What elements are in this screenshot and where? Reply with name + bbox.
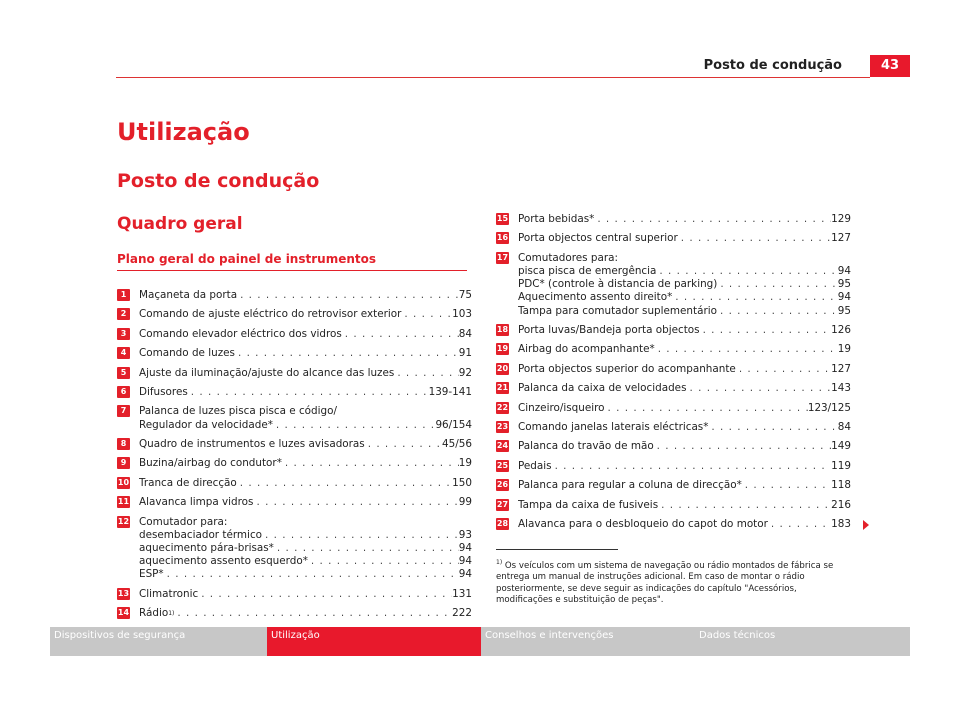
- item-label: Porta objectos central superior: [518, 232, 678, 245]
- chapter-heading: Utilização: [117, 118, 250, 146]
- item-label: Palanca de luzes pisca pisca e código/: [139, 405, 337, 418]
- item-line: [518, 479, 851, 492]
- item-number-badge: 18: [496, 324, 509, 334]
- page-reference: 222: [452, 607, 472, 620]
- list-item: [496, 363, 851, 376]
- page-reference: 103: [452, 308, 472, 321]
- page-reference: 143: [831, 382, 851, 395]
- item-line: [139, 457, 472, 470]
- item-number-badge: 10: [117, 477, 130, 487]
- page-reference: 94: [837, 291, 851, 304]
- item-line: [518, 278, 851, 291]
- item-number-badge: 25: [496, 460, 509, 470]
- page-reference: 93: [458, 528, 472, 541]
- item-number-badge: 6: [117, 386, 130, 398]
- item-number-badge: 14: [117, 608, 130, 618]
- item-number-badge: 23: [496, 421, 509, 431]
- dot-leader: [655, 343, 838, 356]
- item-label: Alavanca limpa vidros: [139, 496, 254, 509]
- dot-leader: [401, 308, 452, 321]
- page-reference: 126: [831, 323, 851, 336]
- item-line: [518, 499, 851, 512]
- item-label: Ajuste da iluminação/ajuste do alcance das luzes: [139, 366, 395, 379]
- list-item: [117, 405, 472, 431]
- item-label: ESP*: [139, 568, 164, 581]
- page-reference: 94: [837, 264, 851, 277]
- list-item: [117, 516, 472, 582]
- item-line: [139, 405, 472, 418]
- list-item: [496, 232, 851, 245]
- dot-leader: [174, 607, 452, 620]
- topic-heading-rule: [117, 270, 467, 271]
- dot-leader: [678, 232, 831, 245]
- item-label: Alavanca para o desbloqueio do capot do motor: [518, 517, 768, 530]
- list-item: [496, 324, 851, 337]
- dot-leader: [253, 496, 458, 509]
- page-reference: 149: [831, 440, 851, 453]
- item-number-badge: 24: [496, 441, 509, 451]
- item-line: [139, 496, 472, 509]
- item-label: Comutador para:: [139, 515, 228, 528]
- instrument-panel-list-right: [496, 213, 851, 537]
- item-label: Maçaneta da porta: [139, 289, 238, 301]
- item-label: pisca pisca de emergência: [518, 264, 657, 277]
- dot-leader: [658, 499, 831, 512]
- item-number-badge: 7: [117, 405, 130, 417]
- list-item: [117, 289, 472, 302]
- list-item: [496, 460, 851, 473]
- page-reference: 183: [831, 517, 851, 530]
- item-label: Regulador da velocidade*: [139, 418, 273, 431]
- page-reference: 96/154: [435, 418, 472, 431]
- page-reference: 91: [458, 347, 472, 360]
- list-item: [117, 496, 472, 509]
- item-label: Porta bebidas*: [518, 213, 595, 225]
- dot-leader: [237, 477, 452, 490]
- item-number-badge: 5: [117, 367, 130, 379]
- page-reference: 45/56: [442, 437, 472, 450]
- list-item: [496, 421, 851, 434]
- page-reference: 84: [458, 327, 472, 340]
- item-label: PDC* (controle à distancia de parking): [518, 278, 718, 291]
- page-reference: 95: [837, 304, 851, 317]
- item-line: [139, 438, 472, 451]
- dot-leader: [552, 460, 832, 473]
- item-number-badge: 20: [496, 363, 509, 373]
- item-line: [518, 421, 851, 434]
- page-reference: 150: [452, 476, 472, 489]
- item-label: Quadro de instrumentos e luzes avisadoras: [139, 437, 365, 450]
- dot-leader: [717, 278, 837, 291]
- list-item: [117, 477, 472, 490]
- item-label: Palanca do travão de mão: [518, 440, 654, 453]
- list-item: [496, 440, 851, 453]
- dot-leader: [164, 568, 459, 581]
- list-item: [117, 607, 472, 620]
- dot-leader: [708, 421, 837, 434]
- item-line: [139, 542, 472, 555]
- footnote-reference: 1): [168, 610, 175, 618]
- item-label: Tampa para comutador suplementário: [518, 304, 717, 317]
- item-number-badge: 16: [496, 233, 509, 243]
- dot-leader: [768, 518, 831, 531]
- item-label: Porta objectos superior do acompanhante: [518, 362, 736, 375]
- nav-tab-3[interactable]: Dados técnicos: [695, 627, 910, 656]
- item-number-badge: 13: [117, 588, 130, 598]
- chapter-navigation: [50, 627, 910, 656]
- item-line: [518, 305, 851, 318]
- nav-tab-1[interactable]: Utilização: [267, 627, 481, 656]
- list-item: [117, 386, 472, 399]
- list-item: [496, 382, 851, 395]
- item-label: Tranca de direcção: [139, 476, 237, 489]
- item-label: Rádio: [139, 607, 169, 620]
- item-label: Cinzeiro/isqueiro: [518, 401, 605, 414]
- dot-leader: [594, 213, 831, 226]
- dot-leader: [742, 479, 831, 492]
- dot-leader: [198, 588, 452, 601]
- list-item: [496, 518, 851, 531]
- item-line: [139, 386, 472, 399]
- item-line: [139, 607, 472, 620]
- running-header-title: Posto de condução: [703, 58, 842, 73]
- item-label: aquecimento pára-brisas*: [139, 541, 274, 554]
- item-line: [139, 289, 472, 302]
- item-line: [518, 343, 851, 356]
- dot-leader: [235, 347, 459, 360]
- dot-leader: [717, 305, 838, 318]
- footnote-marker: 1): [496, 559, 503, 566]
- item-line: [139, 588, 472, 601]
- item-number-badge: 9: [117, 457, 130, 469]
- page-reference: 139-141: [428, 385, 472, 398]
- page-reference: 95: [837, 278, 851, 291]
- list-item: [496, 252, 851, 318]
- item-label: Comando janelas laterais eléctricas*: [518, 420, 709, 433]
- nav-tab-0[interactable]: Dispositivos de segurança: [50, 627, 267, 656]
- page-reference: 127: [831, 362, 851, 375]
- item-number-badge: 28: [496, 518, 509, 528]
- dot-leader: [262, 529, 459, 542]
- item-line: [139, 308, 472, 321]
- instrument-panel-list-left: [117, 289, 472, 626]
- page-reference: 94: [458, 541, 472, 554]
- page-reference: 94: [458, 568, 472, 581]
- list-item: [117, 438, 472, 451]
- footnote-text: Os veículos com um sistema de navegação ou rádio montados de fábrica se entrega um manual de instruções adicional. Em caso de montar o rádio posteriormente, se deve seguir as indicações do capítulo "Acessórios, modificações e substituição de peças".: [496, 560, 834, 606]
- item-line: [518, 518, 851, 531]
- page-reference: 129: [831, 213, 851, 225]
- item-number-badge: 26: [496, 480, 509, 490]
- page-number: 43: [870, 55, 910, 77]
- item-label: Pedais: [518, 459, 552, 472]
- dot-leader: [237, 289, 459, 302]
- item-number-badge: 1: [117, 289, 130, 301]
- page-reference: 19: [837, 343, 851, 356]
- item-number-badge: 3: [117, 328, 130, 340]
- item-number-badge: 15: [496, 214, 509, 223]
- list-item: [496, 343, 851, 356]
- item-line: [518, 382, 851, 395]
- page-reference: 119: [831, 459, 851, 472]
- dot-leader: [672, 291, 837, 304]
- page-reference: 123/125: [807, 401, 851, 414]
- item-label: Comutadores para:: [518, 251, 618, 264]
- item-line: [139, 367, 472, 380]
- item-label: Climatronic: [139, 587, 199, 600]
- item-line: [139, 516, 472, 529]
- item-label: Tampa da caixa de fusiveis: [518, 498, 659, 511]
- item-number-badge: 22: [496, 402, 509, 412]
- header-rule: [116, 77, 870, 78]
- nav-tab-2[interactable]: Conselhos e intervenções: [481, 627, 695, 656]
- dot-leader: [656, 265, 837, 278]
- item-line: [139, 568, 472, 581]
- item-number-badge: 12: [117, 516, 130, 526]
- dot-leader: [736, 363, 831, 376]
- item-line: [518, 265, 851, 278]
- item-line: [139, 555, 472, 568]
- item-label: Airbag do acompanhante*: [518, 343, 655, 356]
- item-label: aquecimento assento esquerdo*: [139, 555, 308, 568]
- item-label: Buzina/airbag do condutor*: [139, 457, 282, 470]
- page-reference: 216: [831, 498, 851, 511]
- item-line: [518, 402, 851, 415]
- item-line: [518, 232, 851, 245]
- item-number-badge: 19: [496, 344, 509, 354]
- dot-leader: [394, 367, 458, 380]
- topic-heading: Plano geral do painel de instrumentos: [117, 252, 377, 266]
- item-line: [518, 440, 851, 453]
- dot-leader: [700, 324, 832, 337]
- page-reference: 92: [458, 366, 472, 379]
- page-reference: 118: [831, 479, 851, 492]
- section-heading: Posto de condução: [117, 170, 320, 192]
- item-label: Aquecimento assento direito*: [518, 291, 673, 304]
- item-label: Difusores: [139, 385, 188, 398]
- footnote-rule: [496, 549, 618, 550]
- item-line: [139, 328, 472, 341]
- item-line: [518, 213, 851, 226]
- item-number-badge: 8: [117, 438, 130, 450]
- item-label: Comando de ajuste eléctrico do retrovisor exterior: [139, 308, 402, 321]
- page-reference: 94: [458, 555, 472, 568]
- page-reference: 127: [831, 232, 851, 245]
- list-item: [117, 588, 472, 601]
- item-line: [518, 291, 851, 304]
- list-item: [496, 499, 851, 512]
- item-number-badge: 4: [117, 347, 130, 359]
- dot-leader: [308, 555, 459, 568]
- dot-leader: [282, 457, 459, 470]
- dot-leader: [686, 382, 831, 395]
- list-item: [117, 308, 472, 321]
- item-label: Palanca da caixa de velocidades: [518, 382, 687, 395]
- list-item: [496, 479, 851, 492]
- item-number-badge: 17: [496, 252, 509, 262]
- item-line: [139, 529, 472, 542]
- dot-leader: [365, 438, 442, 451]
- list-item: [117, 457, 472, 470]
- item-line: [518, 363, 851, 376]
- list-item: [117, 328, 472, 341]
- continue-arrow-icon: [863, 520, 869, 530]
- subsection-heading: Quadro geral: [117, 214, 243, 234]
- page-reference: 75: [458, 289, 472, 301]
- item-label: Palanca para regular a coluna de direcção*: [518, 479, 742, 492]
- page-reference: 99: [458, 496, 472, 509]
- item-label: desembaciador térmico: [139, 528, 263, 541]
- item-label: Porta luvas/Bandeja porta objectos: [518, 323, 700, 336]
- item-line: [518, 460, 851, 473]
- list-item: [117, 367, 472, 380]
- item-label: Comando de luzes: [139, 347, 235, 360]
- list-item: [496, 213, 851, 226]
- item-number-badge: 11: [117, 497, 130, 507]
- page-reference: 19: [458, 457, 472, 470]
- list-item: [117, 347, 472, 360]
- page-reference: 84: [837, 420, 851, 433]
- item-line: [139, 347, 472, 360]
- page-reference: 131: [452, 587, 472, 600]
- footnote: [496, 557, 841, 606]
- dot-leader: [274, 542, 459, 555]
- dot-leader: [273, 419, 436, 432]
- dot-leader: [605, 402, 808, 415]
- item-number-badge: 2: [117, 308, 130, 320]
- dot-leader: [654, 440, 831, 453]
- item-label: Comando elevador eléctrico dos vidros: [139, 327, 342, 340]
- item-number-badge: 27: [496, 499, 509, 509]
- item-line: [139, 477, 472, 490]
- list-item: [496, 402, 851, 415]
- dot-leader: [188, 386, 429, 399]
- item-line: [518, 252, 851, 265]
- item-number-badge: 21: [496, 383, 509, 393]
- item-line: [139, 419, 472, 432]
- item-line: [518, 324, 851, 337]
- dot-leader: [342, 328, 459, 341]
